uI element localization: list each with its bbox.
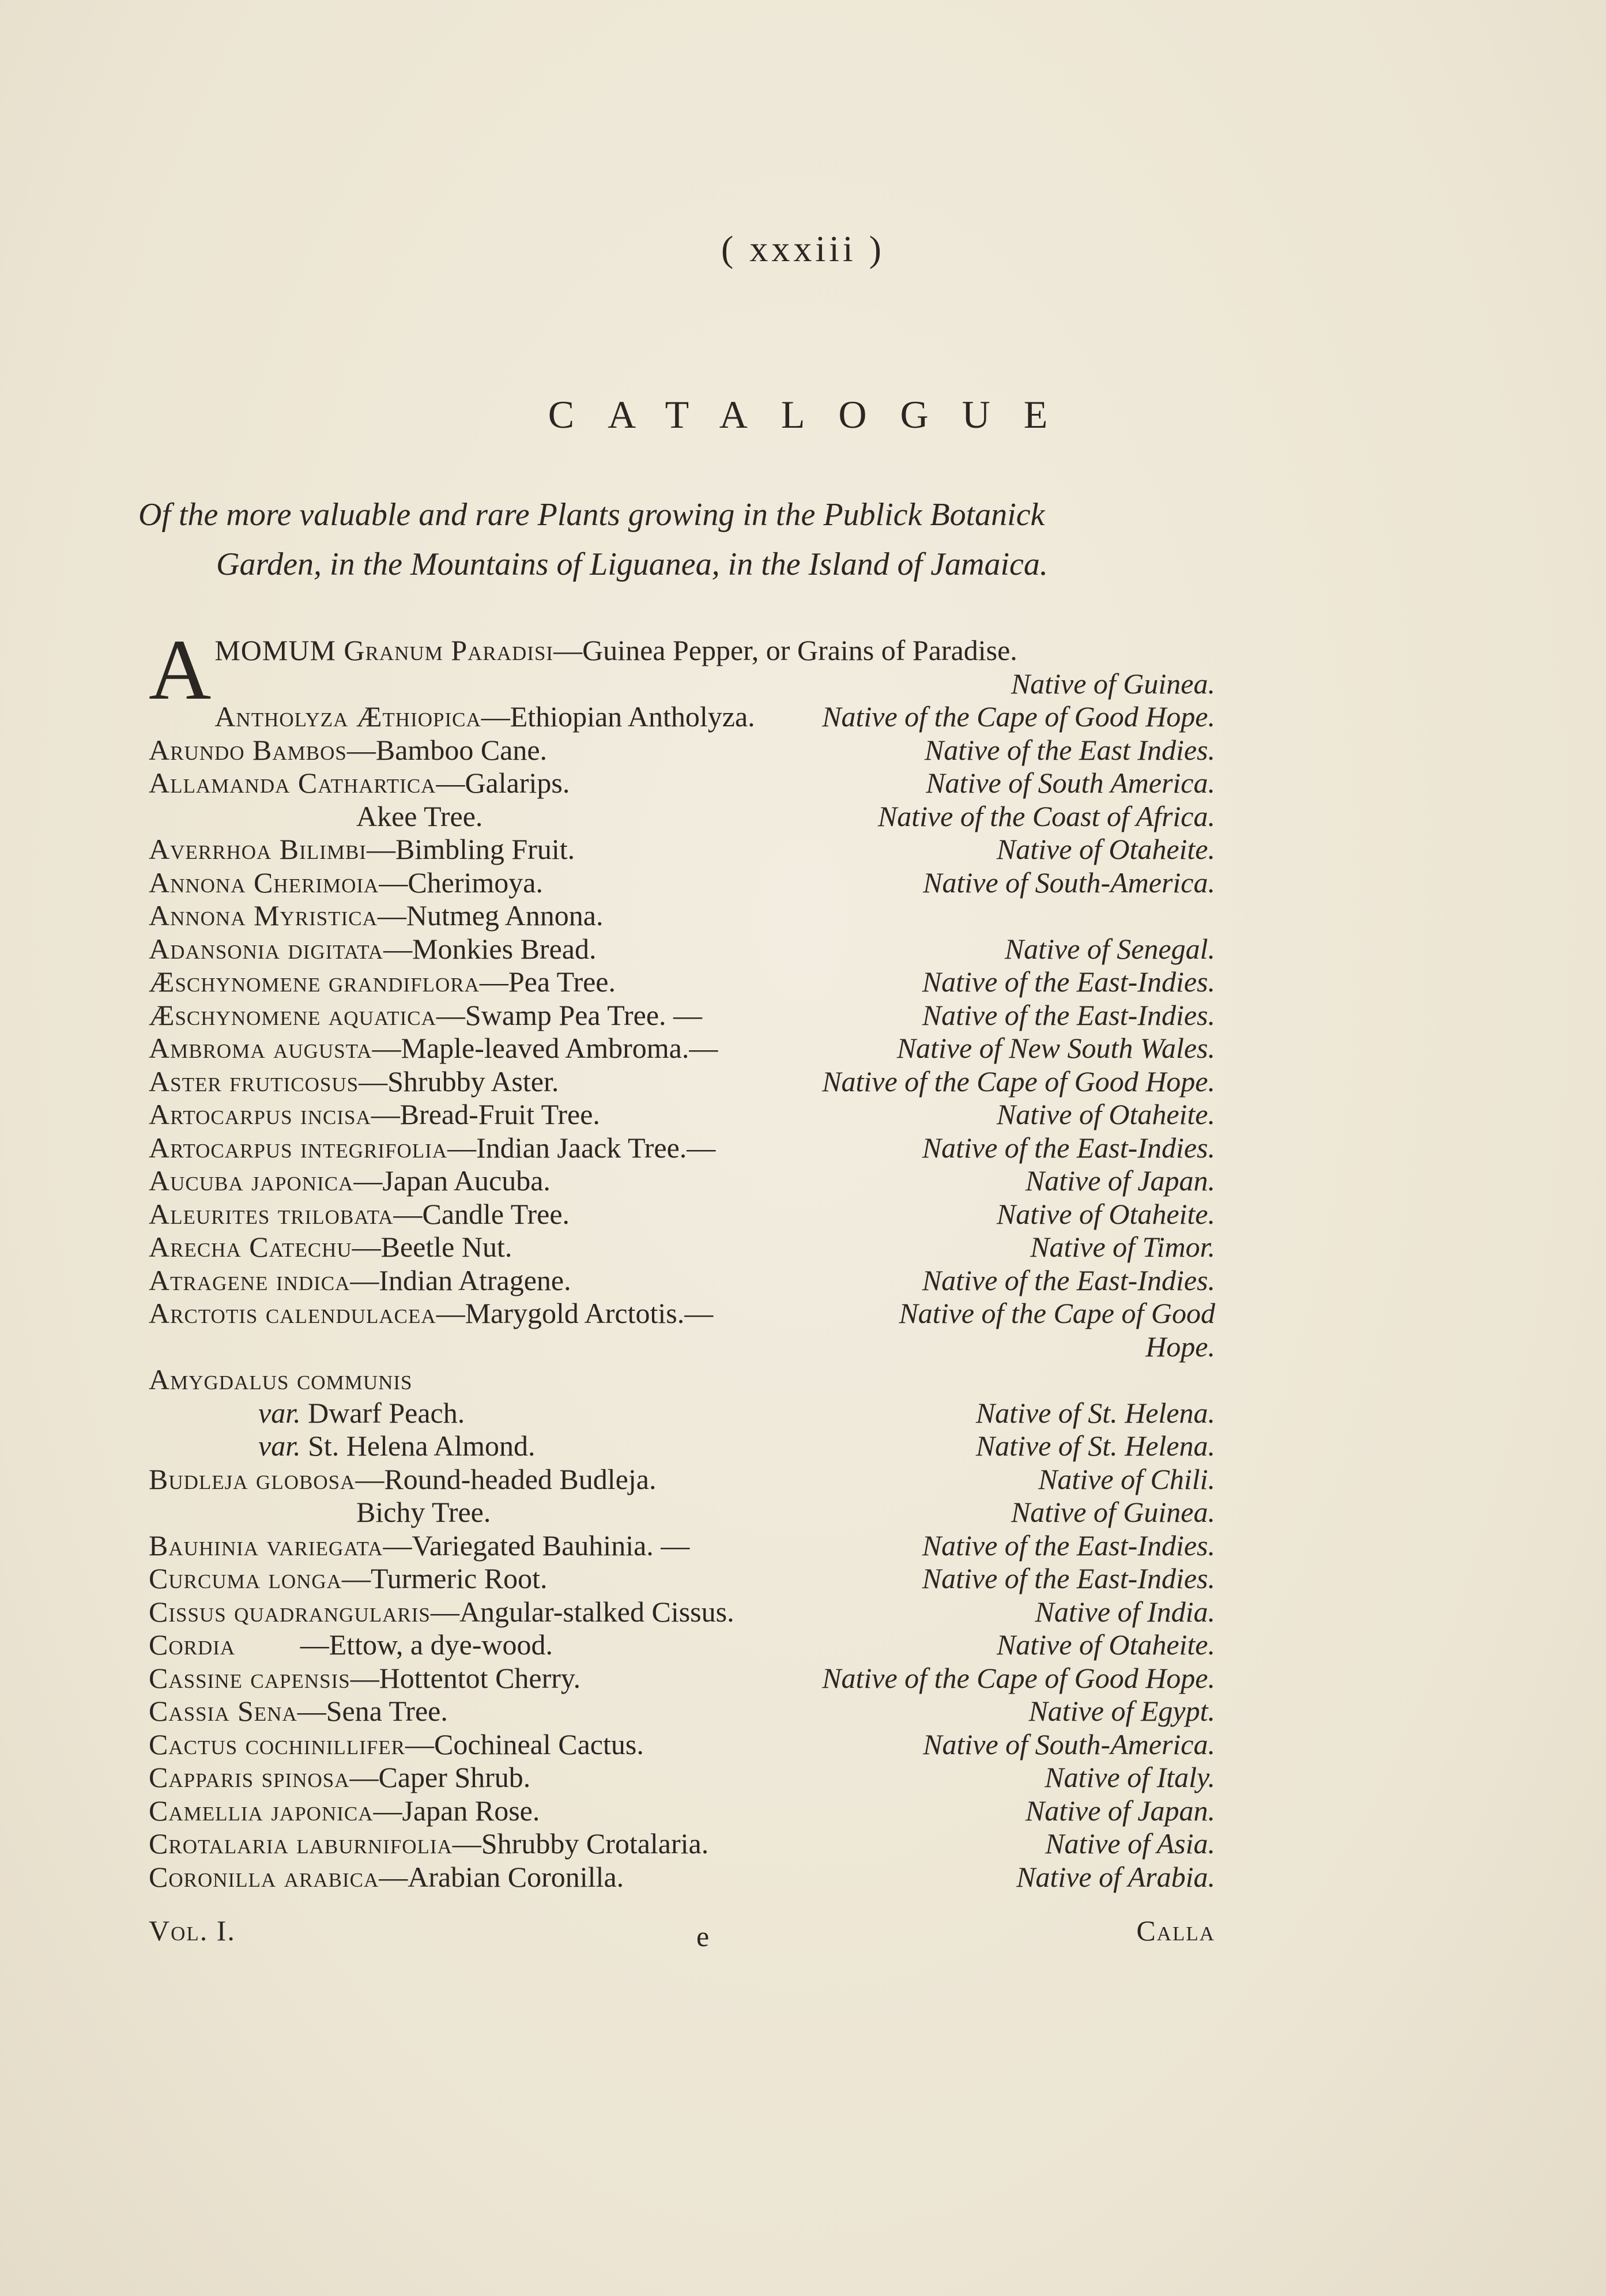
plant-origin: Native of St. Helena.	[975, 1396, 1215, 1429]
plant-common-name: —Ethiopian Antholyza.	[481, 700, 755, 733]
plant-common-name: —Round-headed Budleja.	[355, 1462, 657, 1495]
plant-origin: Native of Japan.	[1025, 1164, 1215, 1197]
plant-common-name: —Caper Shrub.	[349, 1761, 531, 1793]
plant-latin-name: Bauhinia variegata	[149, 1529, 383, 1562]
plant-common-name: —Pea Tree.	[479, 966, 616, 998]
volume-label: Vol. I.	[149, 1914, 236, 1947]
plant-origin: Native of Otaheite.	[996, 1628, 1215, 1661]
plant-latin-name: Artocarpus incisa	[149, 1098, 371, 1130]
plant-common-name: Bichy Tree.	[356, 1496, 491, 1528]
plant-entry	[149, 1562, 1215, 1596]
page-footer	[149, 1914, 1215, 1952]
plant-origin: Native of St. Helena.	[975, 1430, 1215, 1462]
variety-label: var.	[258, 1396, 301, 1429]
plant-common-name: St. Helena Almond.	[300, 1430, 536, 1462]
plant-latin-name: Annona Myristica	[149, 899, 378, 932]
plant-common-name: —Shrubby Aster.	[359, 1065, 559, 1098]
plant-entry	[149, 1164, 1215, 1198]
plant-entry	[149, 1297, 1215, 1363]
plant-common-name: —Ettow, a dye-wood.	[235, 1628, 553, 1661]
plant-latin-name: Ambroma augusta	[149, 1032, 372, 1064]
plant-entry	[149, 1198, 1215, 1231]
plant-origin: Native of Egypt.	[1028, 1695, 1215, 1727]
plant-origin: Native of the East-Indies.	[922, 1529, 1215, 1562]
plant-entry	[149, 767, 1215, 800]
plant-origin: Native of the Cape of Good Hope.	[899, 1297, 1215, 1363]
variety-label: var.	[258, 1430, 301, 1462]
plant-origin: Native of Otaheite.	[996, 1098, 1215, 1130]
entry-list	[149, 700, 1215, 1894]
plant-common-name: Dwarf Peach.	[300, 1396, 465, 1429]
plant-common-name: —Variegated Bauhinia. —	[383, 1529, 690, 1562]
plant-common-name: —Indian Jaack Tree.—	[447, 1131, 716, 1164]
plant-entry	[149, 1397, 1215, 1430]
plant-entry	[149, 1098, 1215, 1132]
plant-entry	[149, 1628, 1215, 1662]
plant-origin: Native of Timor.	[1030, 1231, 1215, 1263]
plant-latin-name: MOMUM Granum Paradisi	[214, 634, 554, 666]
page-number-header: ( xxxiii )	[721, 228, 885, 269]
plant-origin: Native of South America.	[926, 767, 1215, 799]
plant-entry	[149, 1596, 1215, 1629]
plant-common-name: —Beetle Nut.	[352, 1231, 512, 1263]
plant-entry	[149, 1264, 1215, 1298]
plant-latin-name: Budleja globosa	[149, 1462, 356, 1495]
plant-common-name: —Monkies Bread.	[383, 932, 597, 965]
plant-origin: Native of South-America.	[923, 866, 1215, 899]
plant-latin-name: Crotalaria laburnifolia	[149, 1827, 453, 1860]
plant-origin: Native of New South Wales.	[896, 1032, 1215, 1064]
plant-entry	[149, 1463, 1215, 1496]
plant-latin-name: Æschynomene grandiflora	[149, 966, 480, 998]
plant-latin-name: Atragene indica	[149, 1264, 350, 1296]
plant-latin-name: Annona Cherimoia	[149, 866, 379, 899]
plant-entry	[149, 833, 1215, 866]
plant-latin-name: Aucuba japonica	[149, 1164, 354, 1197]
catchword: Calla	[1136, 1914, 1215, 1947]
plant-latin-name: Æschynomene aquatica	[149, 998, 436, 1031]
plant-entry	[149, 999, 1215, 1032]
plant-origin: Native of India.	[1035, 1595, 1215, 1628]
plant-common-name: —Angular-stalked Cissus.	[430, 1595, 734, 1628]
plant-common-name: —Sena Tree.	[297, 1695, 448, 1727]
plant-common-name: —Shrubby Crotalaria.	[452, 1827, 709, 1860]
plant-origin: Native of Italy.	[1045, 1761, 1215, 1793]
plant-latin-name: Camellia japonica	[149, 1794, 374, 1827]
plant-common-name: —Bamboo Cane.	[346, 733, 548, 766]
plant-origin: Native of Arabia.	[1016, 1860, 1215, 1893]
plant-entry	[149, 933, 1215, 966]
subtitle-line-2: Garden, in the Mountains of Liguanea, in the Island of Jamaica.	[216, 546, 1048, 582]
catalogue-title: CATALOGUE	[548, 393, 1081, 436]
plant-common-name: —Marygold Arctotis.—	[436, 1297, 714, 1329]
plant-common-name: —Cherimoya.	[379, 866, 543, 899]
plant-common-name: —Japan Aucuba.	[353, 1164, 551, 1197]
plant-latin-name: Arundo Bambos	[149, 733, 347, 766]
plant-origin: Native of the Coast of Africa.	[877, 800, 1215, 832]
plant-common-name: —Candle Tree.	[393, 1197, 570, 1230]
drop-cap: A	[149, 622, 212, 718]
plant-common-name: —Turmeric Root.	[341, 1562, 548, 1594]
plant-latin-name: Cactus cochinillifer	[149, 1728, 406, 1760]
plant-common-name: —Hottentot Cherry.	[350, 1661, 581, 1694]
plant-entry	[149, 1430, 1215, 1463]
plant-latin-name: Capparis spinosa	[149, 1761, 350, 1793]
plant-origin: Native of the Cape of Good Hope.	[822, 700, 1215, 733]
plant-origin: Native of the East-Indies.	[922, 1131, 1215, 1164]
plant-latin-name: Coronilla arabica	[149, 1860, 379, 1893]
plant-latin-name: Aleurites trilobata	[149, 1197, 394, 1230]
plant-origin: Native of Chili.	[1038, 1462, 1215, 1495]
plant-entry	[149, 1794, 1215, 1828]
plant-entry	[149, 1032, 1215, 1065]
plant-entry	[149, 1728, 1215, 1762]
plant-entry	[149, 1827, 1215, 1861]
plant-entry	[149, 1695, 1215, 1728]
plant-latin-name: Allamanda Cathartica	[149, 767, 436, 799]
plant-latin-name: Curcuma longa	[149, 1562, 342, 1594]
plant-entry	[149, 1231, 1215, 1264]
plant-entry	[149, 1132, 1215, 1165]
plant-common-name: —Bimbling Fruit.	[366, 833, 575, 865]
plant-entry	[149, 1861, 1215, 1894]
plant-entry	[149, 866, 1215, 900]
plant-entry	[149, 1662, 1215, 1695]
plant-latin-name: Cassia Sena	[149, 1695, 297, 1727]
plant-common-name: —Bread-Fruit Tree.	[371, 1098, 600, 1130]
signature-mark: e	[696, 1920, 710, 1952]
plant-origin: Native of Otaheite.	[996, 1197, 1215, 1230]
plant-origin: Native of the Cape of Good Hope.	[822, 1661, 1215, 1694]
plant-origin: Native of Japan.	[1025, 1794, 1215, 1827]
plant-common-name: —Arabian Coronilla.	[379, 1860, 624, 1893]
plant-common-name: —Cochineal Cactus.	[405, 1728, 644, 1760]
plant-origin: Native of the Cape of Good Hope.	[822, 1065, 1215, 1098]
plant-entry	[149, 899, 1215, 933]
plant-latin-name: Cordia	[149, 1628, 236, 1661]
plant-latin-name: Arecha Catechu	[149, 1231, 352, 1263]
plant-entry	[149, 966, 1215, 999]
plant-latin-name: Averrhoa Bilimbi	[149, 833, 367, 865]
plant-common-name: —Indian Atragene.	[350, 1264, 571, 1296]
plant-entry	[149, 700, 1215, 734]
plant-latin-name: Amygdalus communis	[149, 1363, 413, 1396]
plant-origin: Native of Senegal.	[1004, 932, 1215, 965]
plant-latin-name: Cissus quadrangularis	[149, 1595, 431, 1628]
plant-common-name: —Galarips.	[436, 767, 570, 799]
plant-common-name: —Maple-leaved Ambroma.—	[372, 1032, 718, 1064]
plant-entry	[149, 1496, 1215, 1529]
plant-entry	[149, 734, 1215, 767]
plant-latin-name: Adansonia digitata	[149, 932, 384, 965]
plant-entries	[149, 622, 1215, 1894]
plant-latin-name: Antholyza Æthiopica	[214, 700, 481, 733]
plant-common-name: —Guinea Pepper, or Grains of Paradise.	[553, 634, 1017, 666]
plant-entry	[149, 1065, 1215, 1099]
plant-origin: Native of Otaheite.	[996, 833, 1215, 865]
subtitle-line-1: Of the more valuable and rare Plants growing in the Publick Botanick	[138, 497, 1045, 533]
plant-entry	[149, 1529, 1215, 1563]
plant-common-name: —Swamp Pea Tree. —	[436, 998, 703, 1031]
plant-entry	[149, 1363, 1215, 1397]
plant-latin-name: Arctotis calendulacea	[149, 1297, 436, 1329]
plant-origin: Native of South-America.	[923, 1728, 1215, 1760]
catalogue-subtitle	[138, 490, 1430, 589]
plant-latin-name: Cassine capensis	[149, 1661, 350, 1694]
plant-latin-name: Aster fruticosus	[149, 1065, 359, 1098]
plant-latin-name: Artocarpus integrifolia	[149, 1131, 448, 1164]
plant-entry	[149, 1761, 1215, 1794]
plant-origin: Native of the East-Indies.	[922, 998, 1215, 1031]
plant-origin: Native of the East-Indies.	[922, 1264, 1215, 1296]
plant-common-name: Akee Tree.	[356, 800, 483, 832]
plant-origin: Native of the East Indies.	[924, 733, 1215, 766]
plant-entry	[149, 800, 1215, 834]
plant-origin: Native of Guinea.	[1011, 667, 1215, 700]
plant-origin: Native of the East-Indies.	[922, 966, 1215, 998]
plant-common-name: —Japan Rose.	[373, 1794, 540, 1827]
plant-common-name: —Nutmeg Annona.	[377, 899, 604, 932]
plant-origin: Native of Guinea.	[1011, 1496, 1215, 1528]
plant-origin: Native of Asia.	[1045, 1827, 1215, 1860]
plant-origin: Native of the East-Indies.	[922, 1562, 1215, 1594]
